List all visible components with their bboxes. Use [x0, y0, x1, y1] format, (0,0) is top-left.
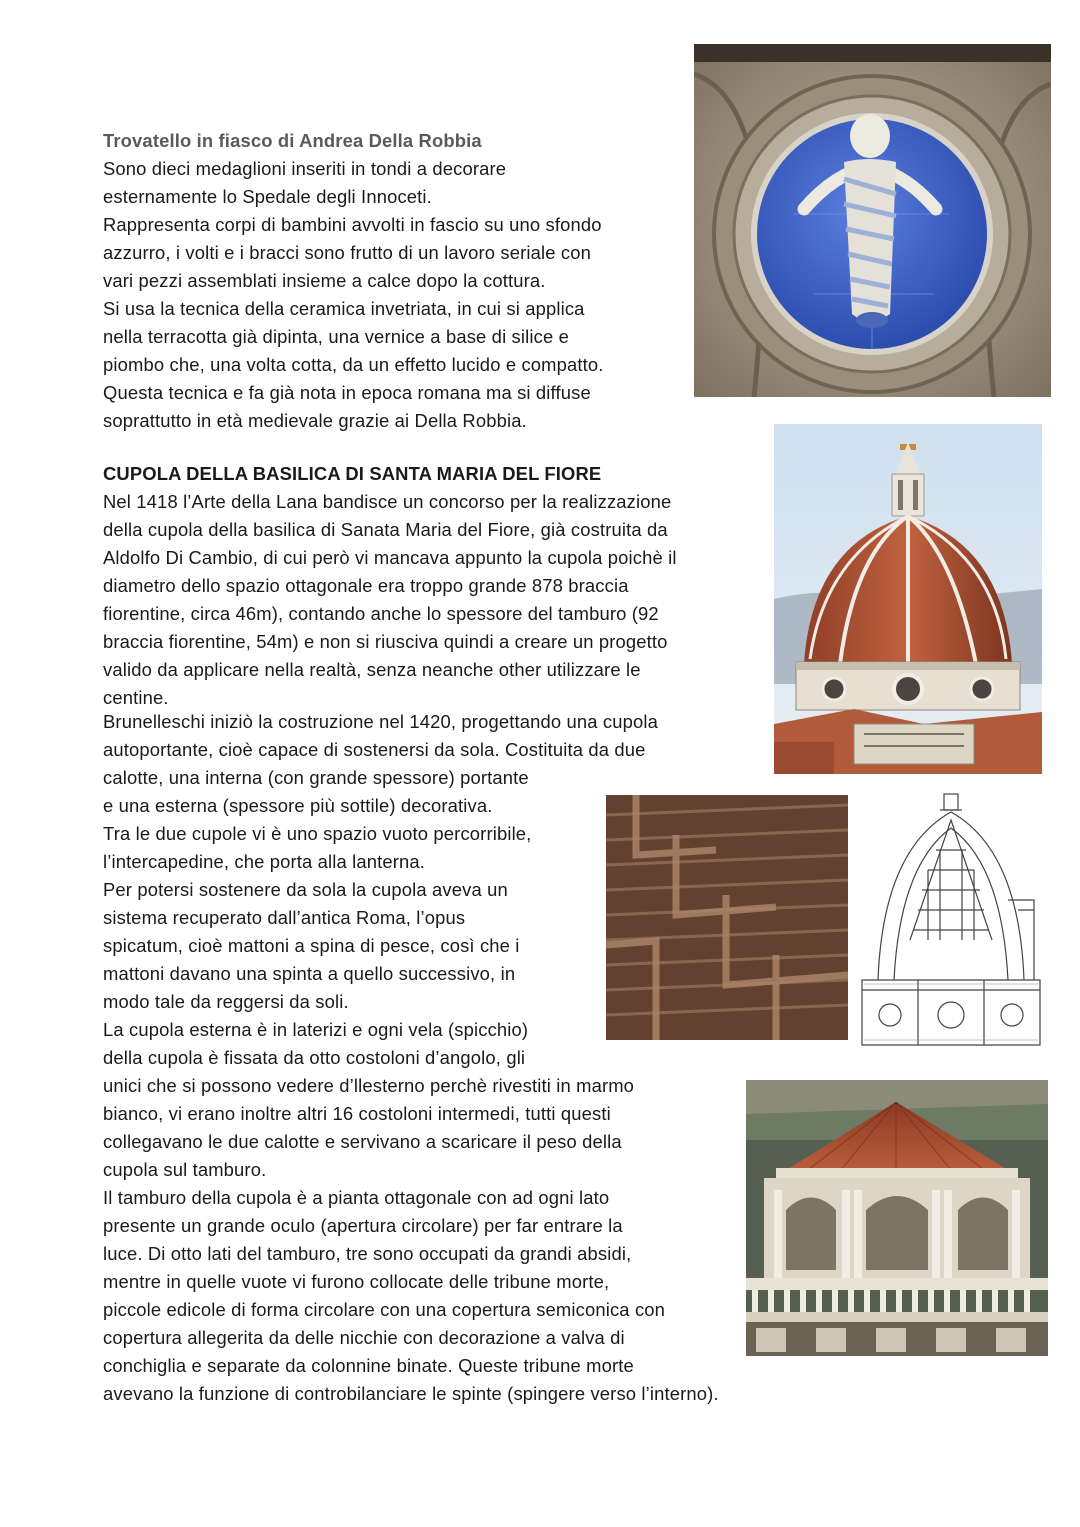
robbia-medallion-image: [694, 44, 1051, 397]
text-line: valido da applicare nella realtà, senza neanche other utilizzare le: [103, 659, 641, 680]
text-line: nella terracotta già dipinta, una vernice a base di silice e: [103, 326, 569, 347]
text-line: piccole edicole di forma circolare con una copertura semiconica con: [103, 1299, 666, 1320]
text-line: spicatum, cioè mattoni a spina di pesce, così che i: [103, 935, 520, 956]
text-line: diametro dello spazio ottagonale era troppo grande 878 braccia: [103, 575, 629, 596]
text-line: Tra le due cupole vi è uno spazio vuoto percorribile,: [103, 823, 532, 844]
section1-title: Trovatello in fiasco di Andrea Della Robbia: [103, 130, 482, 151]
text-line: calotte, una interna (con grande spessore) portante: [103, 767, 529, 788]
text-line: Aldolfo Di Cambio, di cui però vi mancava appunto la cupola poichè il: [103, 547, 677, 568]
text-line: della cupola è fissata da otto costoloni d’angolo, gli: [103, 1047, 526, 1068]
text-line: modo tale da reggersi da soli.: [103, 991, 349, 1012]
text-line: copertura allegerita da delle nicchie con decorazione a valva di: [103, 1327, 625, 1348]
text-line: Sono dieci medaglioni inseriti in tondi a decorare: [103, 158, 507, 179]
text-line: conchiglia e separate da colonnine binate. Queste tribune morte: [103, 1355, 634, 1376]
text-line: esternamente lo Spedale degli Innoceti.: [103, 186, 432, 207]
text-line: collegavano le due calotte e servivano a scaricare il peso della: [103, 1131, 622, 1152]
text-line: autoportante, cioè capace di sostenersi da sola. Costituita da due: [103, 739, 646, 760]
text-line: Questa tecnica e fa già nota in epoca romana ma si diffuse: [103, 382, 591, 403]
text-line: Brunelleschi iniziò la costruzione nel 1420, progettando una cupola: [103, 711, 658, 732]
text-line: Si usa la tecnica della ceramica invetriata, in cui si applica: [103, 298, 585, 319]
text-line: avevano la funzione di controbilanciare le spinte (spingere verso l’interno).: [103, 1383, 719, 1404]
text-line: fiorentine, circa 46m), contando anche lo spessore del tamburo (92: [103, 603, 659, 624]
dome-section-drawing: [858, 790, 1044, 1058]
text-line: Rappresenta corpi di bambini avvolti in fascio su uno sfondo: [103, 214, 602, 235]
text-line: cupola sul tamburo.: [103, 1159, 267, 1180]
text-line: soprattutto in età medievale grazie ai Della Robbia.: [103, 410, 527, 431]
text-line: mentre in quelle vuote vi furono collocate delle tribune morte,: [103, 1271, 610, 1292]
text-line: unici che si possono vedere d’llesterno perchè rivestiti in marmo: [103, 1075, 635, 1096]
herringbone-bricks-image: [606, 795, 848, 1040]
dome-photo-image: [774, 424, 1042, 774]
text-line: mattoni davano una spinta a quello successivo, in: [103, 963, 516, 984]
tribuna-morta-image: [746, 1080, 1048, 1356]
text-line: centine.: [103, 687, 169, 708]
text-line: braccia fiorentine, 54m) e non si riusciva quindi a creare un progetto: [103, 631, 668, 652]
text-line: luce. Di otto lati del tamburo, tre sono occupati da grandi absidi,: [103, 1243, 632, 1264]
text-line: vari pezzi assemblati insieme a calce dopo la cottura.: [103, 270, 546, 291]
text-line: La cupola esterna è in laterizi e ogni vela (spicchio): [103, 1019, 529, 1040]
text-line: e una esterna (spessore più sottile) decorativa.: [103, 795, 493, 816]
text-line: della cupola della basilica di Sanata Maria del Fiore, già costruita da: [103, 519, 668, 540]
section2-title: CUPOLA DELLA BASILICA DI SANTA MARIA DEL FIORE: [103, 463, 602, 484]
text-line: Nel 1418 l’Arte della Lana bandisce un concorso per la realizzazione: [103, 491, 672, 512]
text-line: l’intercapedine, che porta alla lanterna.: [103, 851, 426, 872]
text-line: bianco, vi erano inoltre altri 16 costoloni intermedi, tutti questi: [103, 1103, 611, 1124]
text-line: azzurro, i volti e i bracci sono frutto di un lavoro seriale con: [103, 242, 591, 263]
text-line: piombo che, una volta cotta, da un effetto lucido e compatto.: [103, 354, 604, 375]
text-line: Il tamburo della cupola è a pianta ottagonale con ad ogni lato: [103, 1187, 610, 1208]
text-line: sistema recuperato dall’antica Roma, l’opus: [103, 907, 466, 928]
text-line: Per potersi sostenere da sola la cupola aveva un: [103, 879, 508, 900]
text-line: presente un grande oculo (apertura circolare) per far entrare la: [103, 1215, 623, 1236]
